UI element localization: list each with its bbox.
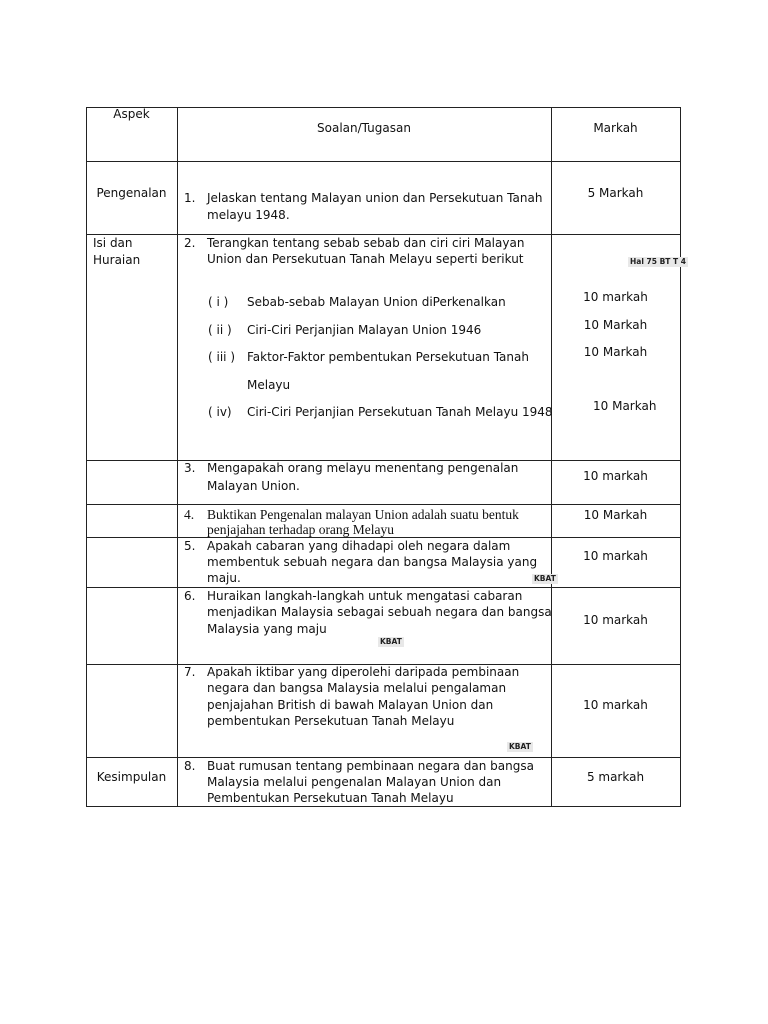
question-text: negara dan bangsa Malaysia melalui pengalaman [207, 681, 507, 695]
markah-value: 10 markah [583, 698, 648, 712]
question-number: 7. [184, 665, 196, 679]
kbat-tag: KBAT [534, 574, 556, 583]
sub-item-label: ( ii ) [208, 323, 232, 337]
markah-value: 10 Markah [593, 399, 657, 413]
sub-item-text: Sebab-sebab Malayan Union diPerkenalkan [247, 295, 506, 309]
header-aspek: Aspek [113, 107, 150, 121]
header-soalan-tugasan: Soalan/Tugasan [317, 121, 411, 135]
table-border-left [86, 107, 87, 807]
question-text: maju. [207, 571, 241, 585]
question-text: Terangkan tentang sebab sebab dan ciri ciri Malayan [207, 236, 525, 250]
page-reference-tag: Hal 75 BT T 4 [630, 257, 686, 266]
question-number: 8. [184, 759, 196, 773]
markah-value: 10 Markah [583, 345, 648, 359]
kbat-tag: KBAT [509, 742, 531, 751]
question-text: pembentukan Persekutuan Tanah Melayu [207, 714, 455, 728]
question-number: 3. [184, 461, 196, 475]
question-text: menjadikan Malaysia sebagai sebuah negara dan bangsa [207, 605, 552, 619]
question-text: Jelaskan tentang Malayan union dan Persekutuan Tanah [207, 191, 543, 205]
aspek-kesimpulan: Kesimpulan [96, 770, 167, 784]
sub-item-text: Faktor-Faktor pembentukan Persekutuan Tanah [247, 350, 529, 364]
sub-item-label: ( i ) [208, 295, 229, 309]
question-text: Pembentukan Persekutuan Tanah Melayu [207, 791, 454, 805]
question-number: 6. [184, 589, 196, 603]
question-text: Malaysia melalui pengenalan Malayan Union dan [207, 775, 502, 789]
aspek-isi-dan-huraian: Isi dan [93, 236, 133, 250]
question-text: melayu 1948. [207, 208, 290, 222]
aspek-pengenalan: Pengenalan [96, 186, 167, 200]
question-text: Malayan Union. [207, 479, 300, 493]
question-number: 2. [184, 236, 196, 250]
question-text: Buat rumusan tentang pembinaan negara dan bangsa [207, 759, 534, 773]
question-text: penjajahan British di bawah Malayan Union dan [207, 698, 494, 712]
question-text: Malaysia yang maju [207, 622, 327, 636]
markah-value: 10 markah [583, 549, 648, 563]
markah-value: 10 markah [583, 613, 648, 627]
sub-item-text: Melayu [247, 378, 291, 392]
question-number: 5. [184, 539, 196, 553]
sub-item-text: Ciri-Ciri Perjanjian Malayan Union 1946 [247, 323, 482, 337]
table-border-right [680, 107, 681, 807]
column-divider-aspek [177, 107, 178, 807]
sub-item-label: ( iv) [208, 405, 232, 419]
markah-value: 10 Markah [583, 508, 648, 522]
question-text: membentuk sebuah negara dan bangsa Malaysia yang [207, 555, 538, 569]
sub-item-text: Ciri-Ciri Perjanjian Persekutuan Tanah Melayu 1948 [247, 405, 553, 419]
question-text: Buktikan Pengenalan malayan Union adalah suatu bentuk [207, 507, 519, 522]
question-number: 1. [184, 191, 196, 205]
header-markah: Markah [593, 121, 638, 135]
question-number: 4. [184, 507, 195, 522]
markah-value: 10 markah [583, 469, 648, 483]
question-text: Huraikan langkah-langkah untuk mengatasi cabaran [207, 589, 523, 603]
question-text: penjajahan terhadap orang Melayu [207, 522, 395, 537]
markah-value: 10 Markah [583, 318, 648, 332]
question-text: Mengapakah orang melayu menentang pengenalan [207, 461, 519, 475]
question-text: Apakah iktibar yang diperolehi daripada pembinaan [207, 665, 520, 679]
question-text: Union dan Persekutuan Tanah Melayu seperti berikut [207, 252, 524, 266]
markah-value: 5 Markah [587, 186, 644, 200]
markah-value: 5 markah [586, 770, 645, 784]
markah-value: 10 markah [583, 290, 648, 304]
row-divider [86, 504, 681, 505]
sub-item-label: ( iii ) [208, 350, 235, 364]
kbat-tag: KBAT [380, 637, 402, 646]
row-divider [86, 161, 681, 162]
aspek-isi-dan-huraian: Huraian [93, 253, 141, 267]
question-text: Apakah cabaran yang dihadapi oleh negara dalam [207, 539, 511, 553]
